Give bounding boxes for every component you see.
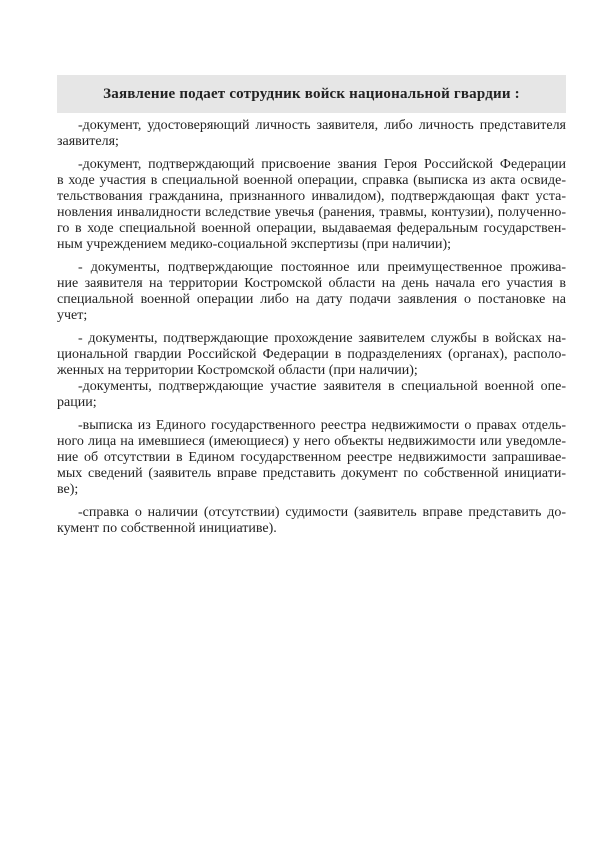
paragraph-line: учет;	[57, 308, 88, 323]
paragraph-line: -документы, подтверждающие участие заявителя в специальной военной опе-	[78, 379, 566, 394]
paragraph-line: го в ходе специальной военной операции, выдаваемая федеральным государствен-	[57, 221, 566, 236]
paragraph-2	[57, 157, 566, 253]
paragraph-line: ние заявителя на территории Костромской области на день начала его участия в	[57, 276, 566, 291]
paragraph-line: заявителя;	[57, 134, 119, 149]
paragraph-6	[57, 418, 566, 498]
paragraph-7	[57, 505, 566, 537]
paragraph-line: - документы, подтверждающие постоянное или преимущественное прожива-	[78, 260, 566, 275]
paragraph-line: специальной военной операции либо на дату подачи заявления о постановке на	[57, 292, 566, 307]
paragraph-line: -документ, удостоверяющий личность заявителя, либо личность представителя	[78, 118, 566, 133]
paragraph-3	[57, 260, 566, 324]
heading-banner	[57, 75, 566, 113]
paragraph-line: -справка о наличии (отсутствии) судимости (заявитель вправе представить до-	[78, 505, 566, 520]
paragraph-line: циональной гвардии Российской Федерации в подразделениях (органах), располо-	[57, 347, 566, 362]
paragraph-line: ным учреждением медико-социальной экспертизы (при наличии);	[57, 237, 452, 252]
paragraph-line: новления инвалидности вследствие увечья (ранения, травмы, контузии), полученно-	[57, 205, 566, 220]
paragraph-line: рации;	[57, 395, 97, 410]
paragraph-line: ние об отсутствии в Едином государственном реестре недвижимости запрашивае-	[57, 450, 566, 465]
paragraph-line: тельствования гражданина, признанного инвалидом), подтверждающая факт уста-	[57, 189, 566, 204]
paragraph-line: мых сведений (заявитель вправе представить документ по собственной инициати-	[57, 466, 566, 481]
paragraph-line: ного лица на имевшиеся (имеющиеся) у него объекты недвижимости или уведомле-	[57, 434, 566, 449]
paragraph-line: -выписка из Единого государственного реестра недвижимости о правах отдель-	[78, 418, 566, 433]
paragraph-line: кумент по собственной инициативе).	[57, 521, 277, 536]
paragraph-line: женных на территории Костромской области (при наличии);	[57, 363, 418, 378]
paragraph-4	[57, 331, 566, 379]
paragraph-line: в ходе участия в специальной военной операции, справка (выписка из акта освиде-	[57, 173, 566, 188]
paragraph-line: ве);	[57, 482, 79, 497]
content-column	[57, 75, 566, 544]
paragraph-line: -документ, подтверждающий присвоение звания Героя Российской Федерации	[78, 157, 566, 172]
paragraph-line: - документы, подтверждающие прохождение заявителем службы в войсках на-	[78, 331, 566, 346]
document-heading: Заявление подает сотрудник войск национальной гвардии :	[103, 85, 520, 102]
paragraph-5	[57, 379, 566, 411]
paragraph-1	[57, 118, 566, 150]
